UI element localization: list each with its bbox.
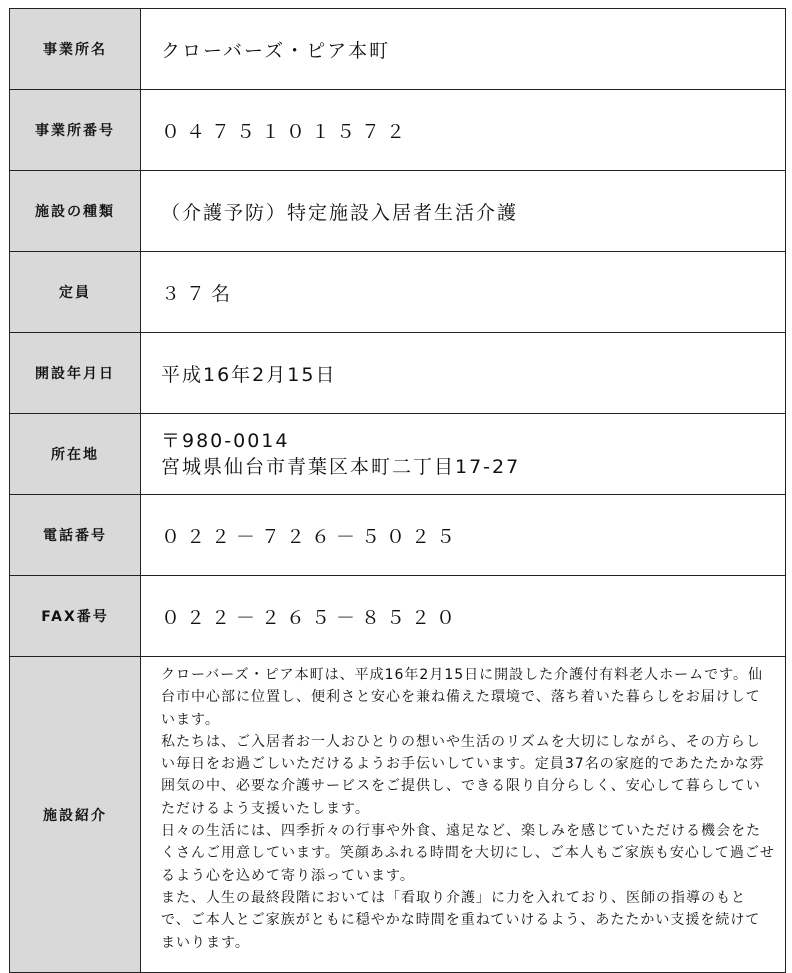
facility-intro-label: 施設紹介: [10, 657, 141, 973]
office-name-value: クローバーズ・ピア本町: [141, 9, 786, 90]
row-opening-date: [10, 333, 786, 414]
fax-value: ０２２－２６５－８５２０: [141, 576, 786, 657]
facility-type-label: 施設の種類: [10, 171, 141, 252]
row-office-name: [10, 9, 786, 90]
street-address: 宮城県仙台市青葉区本町二丁目17-27: [161, 456, 521, 478]
phone-value: ０２２－７２６－５０２５: [141, 495, 786, 576]
intro-paragraph: 私たちは、ご入居者お一人おひとりの想いや生活のリズムを大切にしながら、その方らしい毎日をお過ごしいただけるようお手伝いしています。定員37名の家庭的であたたかな雰囲気の中、必要な介護サービスをご提供し、できる限り自分らしく、安心して暮らしていただけるよう支援いたします。: [161, 733, 765, 817]
capacity-label: 定員: [10, 252, 141, 333]
address-value: [141, 414, 786, 495]
intro-paragraph: クローバーズ・ピア本町は、平成16年2月15日に開設した介護付有料老人ホームです。仙台市中心部に位置し、便利さと安心を兼ね備えた環境で、落ち着いた暮らしをお届けしています。: [161, 667, 764, 728]
row-fax: [10, 576, 786, 657]
capacity-value: ３７名: [141, 252, 786, 333]
row-facility-type: [10, 171, 786, 252]
row-phone: [10, 495, 786, 576]
opening-date-label: 開設年月日: [10, 333, 141, 414]
office-number-label: 事業所番号: [10, 90, 141, 171]
phone-label: 電話番号: [10, 495, 141, 576]
facility-info-table: [9, 8, 786, 973]
opening-date-value: 平成16年2月15日: [141, 333, 786, 414]
office-number-value: ０４７５１０１５７２: [141, 90, 786, 171]
facility-type-value: （介護予防）特定施設入居者生活介護: [141, 171, 786, 252]
postal-code: 〒980-0014: [161, 430, 290, 452]
address-label: 所在地: [10, 414, 141, 495]
row-facility-intro: [10, 657, 786, 973]
facility-intro-text: [141, 657, 786, 973]
row-address: [10, 414, 786, 495]
row-office-number: [10, 90, 786, 171]
fax-label: FAX番号: [10, 576, 141, 657]
intro-paragraph: 日々の生活には、四季折々の行事や外食、遠足など、楽しみを感じていただける機会をたくさんご用意しています。笑顔あふれる時間を大切にし、ご本人もご家族も安心して過ごせるよう心を込めて寄り添っています。: [161, 823, 775, 884]
row-capacity: [10, 252, 786, 333]
intro-paragraph: また、人生の最終段階においては「看取り介護」に力を入れており、医師の指導のもとで、ご本人とご家族がともに穏やかな時間を重ねていけるよう、あたたかい支援を続けてまいります。: [161, 889, 761, 951]
office-name-label: 事業所名: [10, 9, 141, 90]
